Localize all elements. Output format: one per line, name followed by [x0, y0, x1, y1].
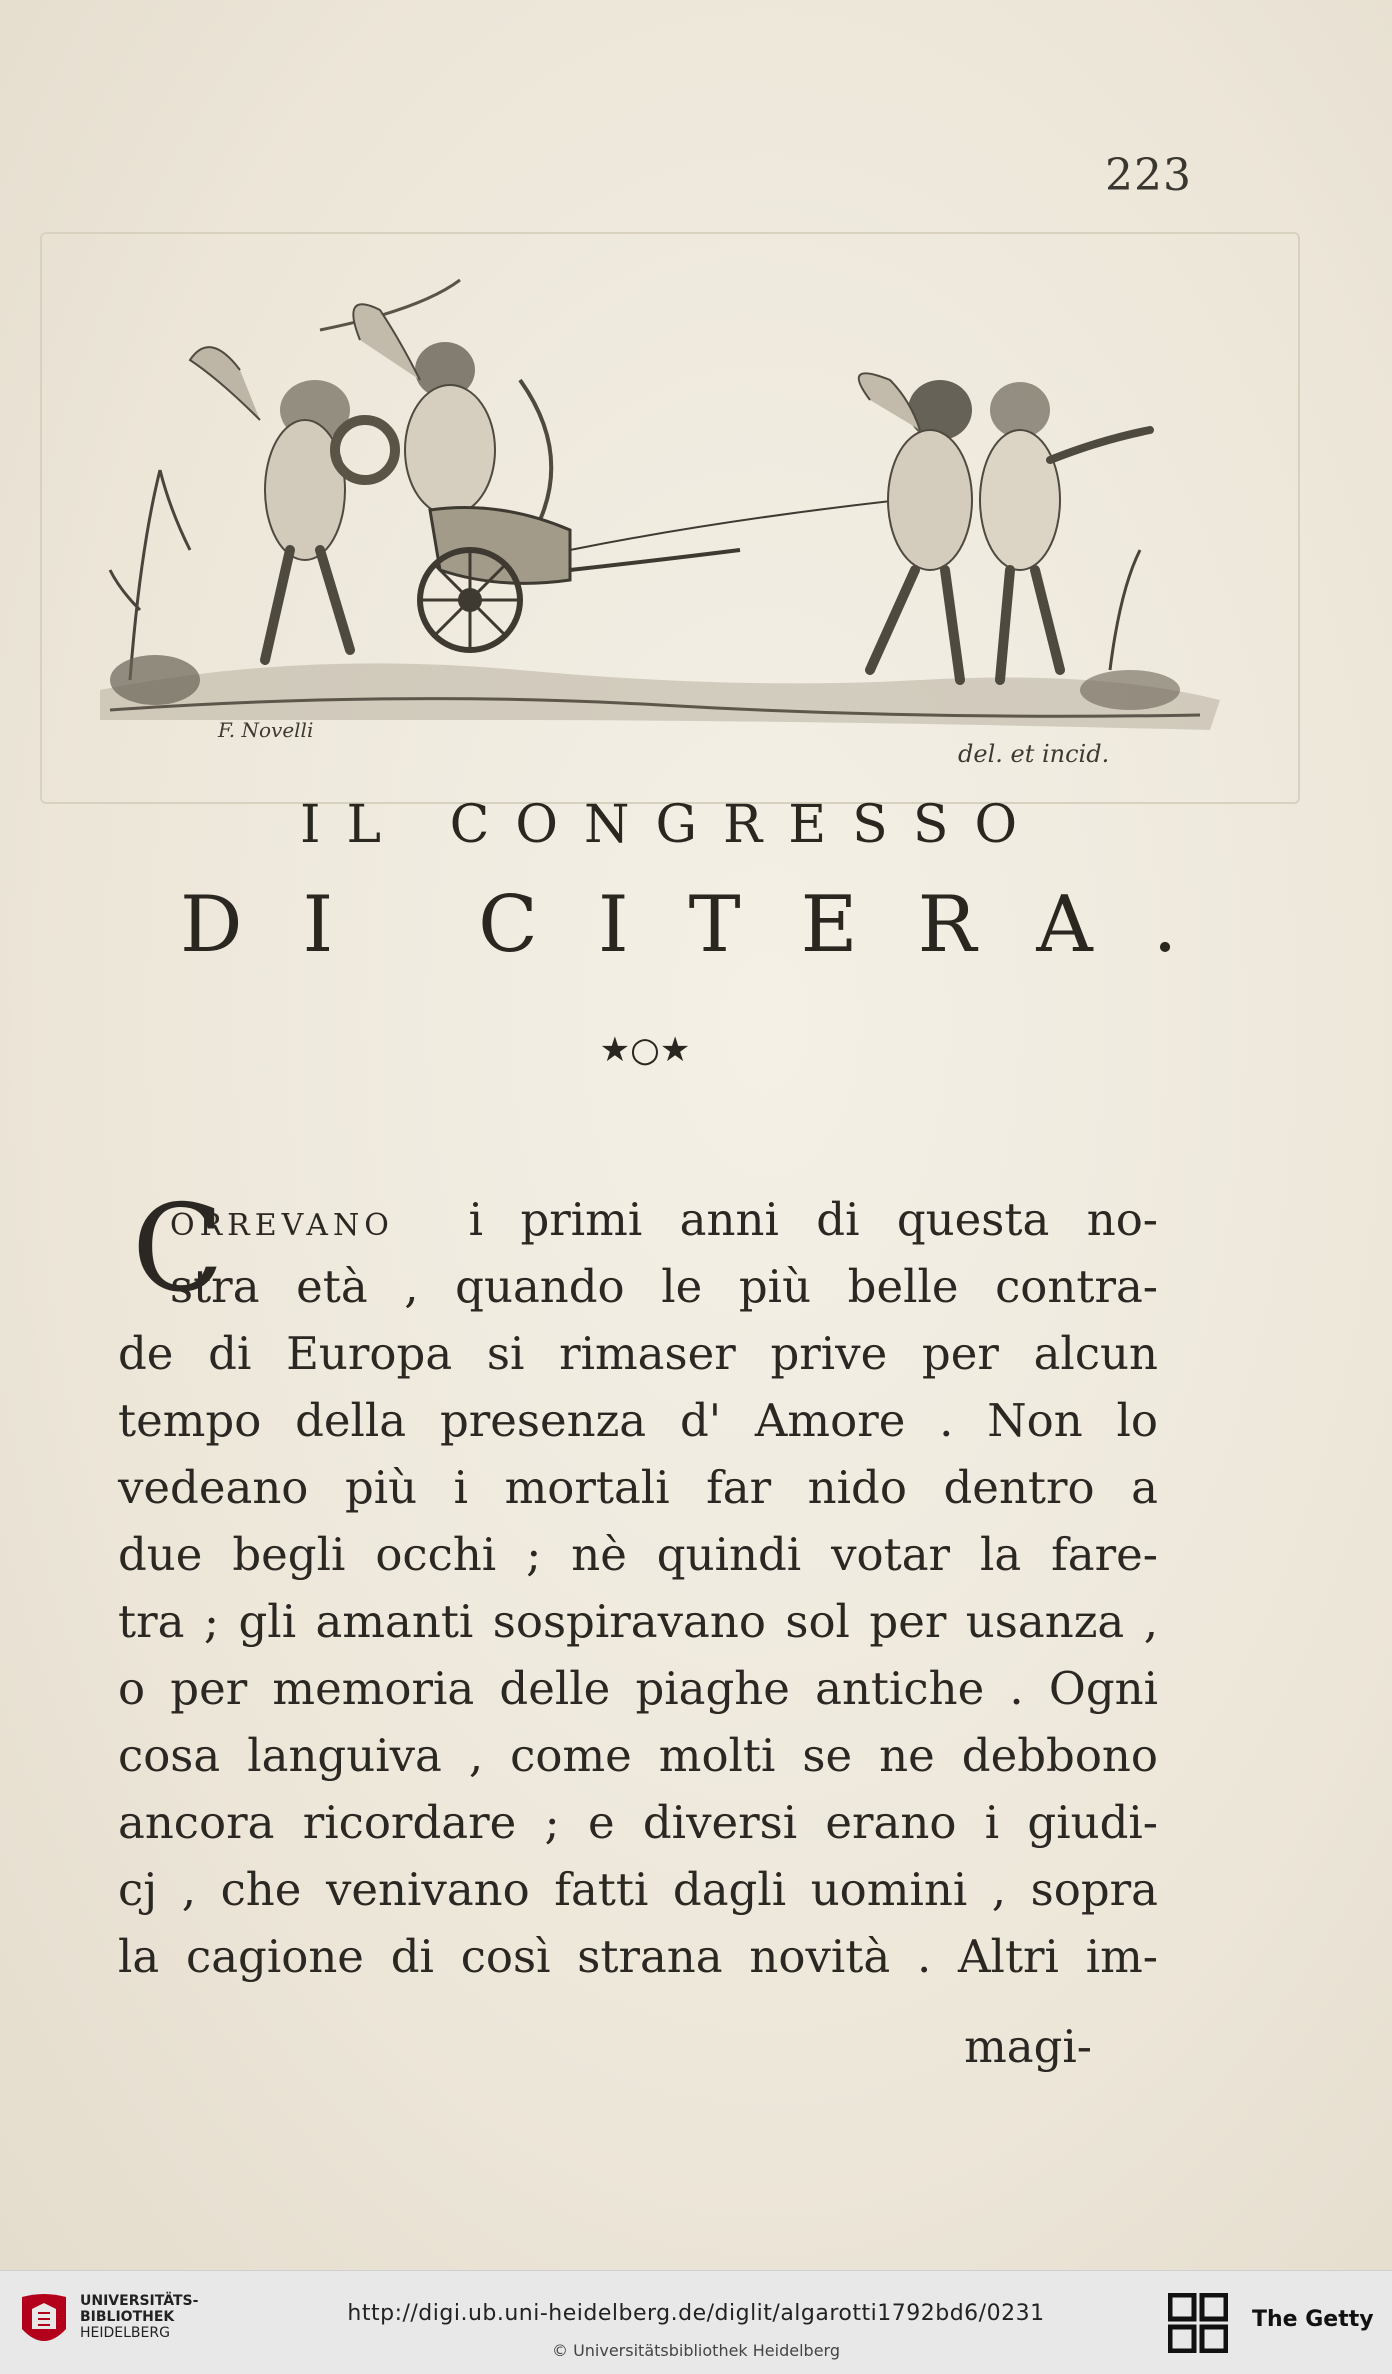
text-line: de di Europa si rimaser prive per alcun	[118, 1327, 1158, 1380]
ornament-divider: ★○★	[599, 1030, 691, 1070]
copyright-notice: © Universitätsbibliothek Heidelberg	[551, 2341, 840, 2360]
partner-name: The Getty	[1252, 2307, 1374, 2332]
chapter-title-line-2: DI CITERA.	[180, 880, 1238, 970]
chapter-title-line-1: IL CONGRESSO	[300, 795, 1044, 855]
cherub-chariot-engraving	[100, 250, 1220, 770]
body-text	[118, 1180, 1158, 1990]
text-line: cosa languiva , come molti se ne debbono	[118, 1729, 1158, 1782]
text-line: vedeano più i mortali far nido dentro a	[118, 1461, 1158, 1514]
engraver-signature-left: F. Novelli	[218, 718, 314, 742]
page-number: 223	[1105, 150, 1192, 201]
text-line: cj , che venivano fatti dagli uomini , sopra	[118, 1863, 1158, 1916]
text-line: o per memoria delle piaghe antiche . Ogni	[118, 1662, 1158, 1715]
drop-cap: C	[132, 1180, 224, 1319]
viewer-footer	[0, 2270, 1392, 2374]
permalink-url[interactable]: http://digi.ub.uni-heidelberg.de/diglit/algarotti1792bd6/0231	[347, 2301, 1045, 2326]
text-line: tra ; gli amanti sospiravano sol per usanza ,	[118, 1595, 1158, 1648]
first-word-smallcaps: ORREVANO	[170, 1208, 394, 1243]
text-line: la cagione di così strana novità . Altri im-	[118, 1930, 1158, 1983]
catchword: magi-	[964, 2020, 1092, 2073]
university-library-name: UNIVERSITÄTS- BIBLIOTHEK HEIDELBERG	[80, 2293, 199, 2341]
text-line: tempo della presenza d' Amore . Non lo	[118, 1394, 1158, 1447]
text-line: ancora ricordare ; e diversi erano i giudi-	[118, 1796, 1158, 1849]
text-line: stra età , quando le più belle contra-	[170, 1260, 1158, 1313]
engraver-signature-right: del. et incid.	[958, 740, 1110, 768]
text-line: due begli occhi ; nè quindi votar la fare-	[118, 1528, 1158, 1581]
text-line: ORREVANO i primi anni di questa no-	[170, 1193, 1158, 1246]
getty-logo-icon	[1168, 2293, 1228, 2353]
